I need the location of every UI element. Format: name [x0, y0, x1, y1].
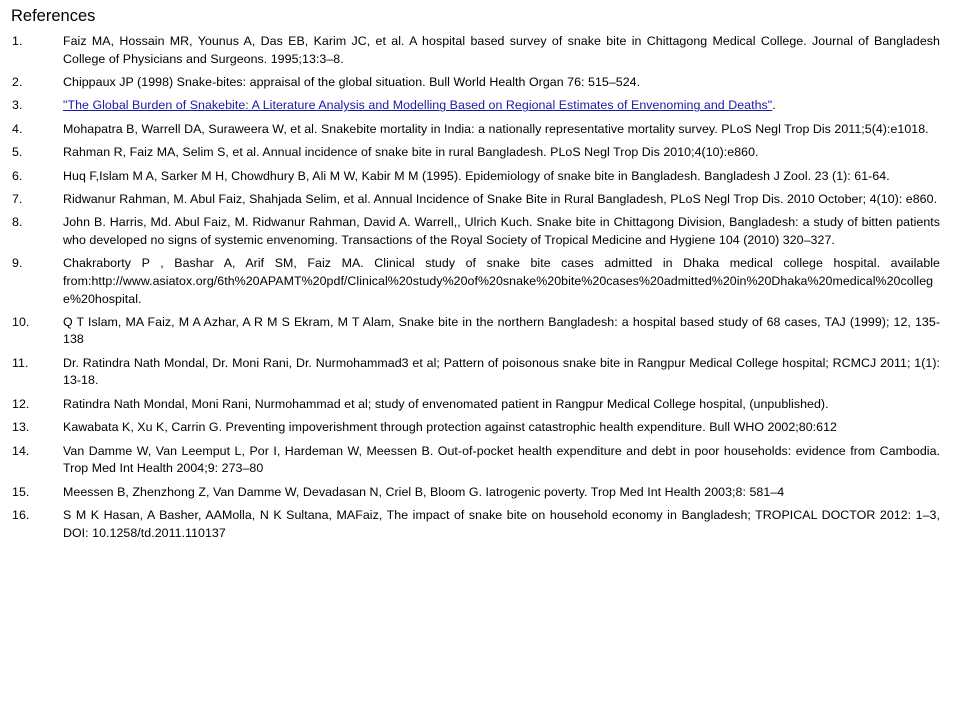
- reference-item: [11, 191, 940, 209]
- reference-item: [11, 355, 940, 390]
- reference-number: 5.: [12, 145, 23, 160]
- reference-number: 1.: [12, 34, 23, 48]
- reference-item: [11, 507, 940, 542]
- reference-number: 4.: [12, 121, 23, 136]
- reference-number: 14.: [12, 443, 30, 458]
- reference-text: Faiz MA, Hossain MR, Younus A, Das EB, Karim JC, et al. A hospital based survey of snake bite in Chittagong Medical College. Journal of Bangladesh College of Physicians and Surgeons. 1995;13:3–8.: [63, 34, 940, 66]
- reference-item: [11, 214, 940, 249]
- reference-text: Dr. Ratindra Nath Mondal, Dr. Moni Rani, Dr. Nurmohammad3 et al; Pattern of poisonous snake bite in Rangpur Medical College hospital; RCMCJ 2011; 1(1): 13-18.: [63, 355, 940, 388]
- reference-number: 7.: [12, 191, 23, 206]
- reference-item: [11, 314, 940, 349]
- reference-item: [11, 484, 940, 502]
- reference-text: Meessen B, Zhenzhong Z, Van Damme W, Devadasan N, Criel B, Bloom G. Iatrogenic poverty. Trop Med Int Health 2003;8: 581–4: [63, 484, 785, 499]
- reference-link[interactable]: "The Global Burden of Snakebite: A Literature Analysis and Modelling Based on Regional Estimates of Envenoming and Deaths": [63, 98, 773, 113]
- reference-item: [11, 74, 940, 92]
- reference-list: [11, 33, 940, 542]
- reference-text: John B. Harris, Md. Abul Faiz, M. Ridwanur Rahman, David A. Warrell,, Ulrich Kuch. Snake bite in Chittagong Division, Bangladesh: a study of bitten patients who developed no signs of systemic envenoming. Transactions of the Royal Society of Tropical Medicine and Hygiene 104 (2010) 320–327.: [63, 215, 940, 247]
- reference-text: Kawabata K, Xu K, Carrin G. Preventing impoverishment through protection against catastrophic health expenditure. Bull WHO 2002;80:612: [63, 420, 837, 435]
- reference-text: Rahman R, Faiz MA, Selim S, et al. Annual incidence of snake bite in rural Bangladesh. PLoS Negl Trop Dis 2010;4(10):e860.: [63, 145, 759, 160]
- reference-text: Mohapatra B, Warrell DA, Suraweera W, et al. Snakebite mortality in India: a nationally representative mortality survey. PLoS Negl Trop Dis 2011;5(4):e1018.: [63, 121, 929, 136]
- reference-item: [11, 443, 940, 478]
- reference-number: 6.: [12, 168, 23, 183]
- reference-number: 9.: [12, 256, 23, 271]
- reference-number: 16.: [12, 508, 30, 523]
- reference-item: [11, 121, 940, 139]
- reference-item: [11, 33, 940, 68]
- reference-number: 3.: [12, 98, 23, 113]
- reference-number: 10.: [12, 314, 30, 329]
- reference-text: S M K Hasan, A Basher, AAMolla, N K Sultana, MAFaiz, The impact of snake bite on household economy in Bangladesh; TROPICAL DOCTOR 2012: 1–3, DOI: 10.1258/td.2011.110137: [63, 508, 940, 540]
- reference-number: 12.: [12, 396, 30, 411]
- reference-item: [11, 168, 940, 186]
- reference-item: [11, 255, 940, 308]
- reference-link-suffix: .: [772, 98, 776, 113]
- page-title: References: [11, 7, 96, 25]
- reference-text: Ridwanur Rahman, M. Abul Faiz, Shahjada Selim, et al. Annual Incidence of Snake Bite in Rural Bangladesh, PLoS Negl Trop Dis. 2010 October; 4(10): e860.: [63, 191, 938, 206]
- reference-text: Chakraborty P , Bashar A, Arif SM, Faiz MA. Clinical study of snake bite cases admitted in Dhaka medical college hospital. available from:http://www.asiatox.org/6th%20APAMT%20pdf/Clinical%20study%20of%20snake%20bite%20cases%20admitted%20in%20Dhaka%20medical%20college%20hospital.: [63, 256, 940, 306]
- reference-number: 13.: [12, 420, 30, 435]
- reference-number: 15.: [12, 484, 30, 499]
- reference-text: Ratindra Nath Mondal, Moni Rani, Nurmohammad et al; study of envenomated patient in Rangpur Medical College hospital, (unpublished).: [63, 396, 829, 411]
- reference-item: [11, 419, 940, 437]
- reference-item: [11, 396, 940, 414]
- reference-number: 11.: [12, 355, 29, 370]
- reference-number: 8.: [12, 215, 23, 230]
- reference-text: Huq F,Islam M A, Sarker M H, Chowdhury B, Ali M W, Kabir M M (1995). Epidemiology of snake bite in Bangladesh. Bangladesh J Zool. 23 (1): 61-64.: [63, 168, 890, 183]
- reference-text: Van Damme W, Van Leemput L, Por I, Hardeman W, Meessen B. Out-of-pocket health expenditure and debt in poor households: evidence from Cambodia. Trop Med Int Health 2004;9: 273–80: [63, 443, 940, 476]
- reference-text: [63, 97, 940, 115]
- reference-text: Chippaux JP (1998) Snake-bites: appraisal of the global situation. Bull World Health Organ 76: 515–524.: [63, 74, 641, 89]
- reference-text: Q T Islam, MA Faiz, M A Azhar, A R M S Ekram, M T Alam, Snake bite in the northern Bangladesh: a hospital based study of 68 cases, TAJ (1999); 12, 135-138: [63, 314, 940, 347]
- reference-number: 2.: [12, 74, 23, 89]
- reference-item: [11, 144, 940, 162]
- reference-item: [11, 97, 940, 115]
